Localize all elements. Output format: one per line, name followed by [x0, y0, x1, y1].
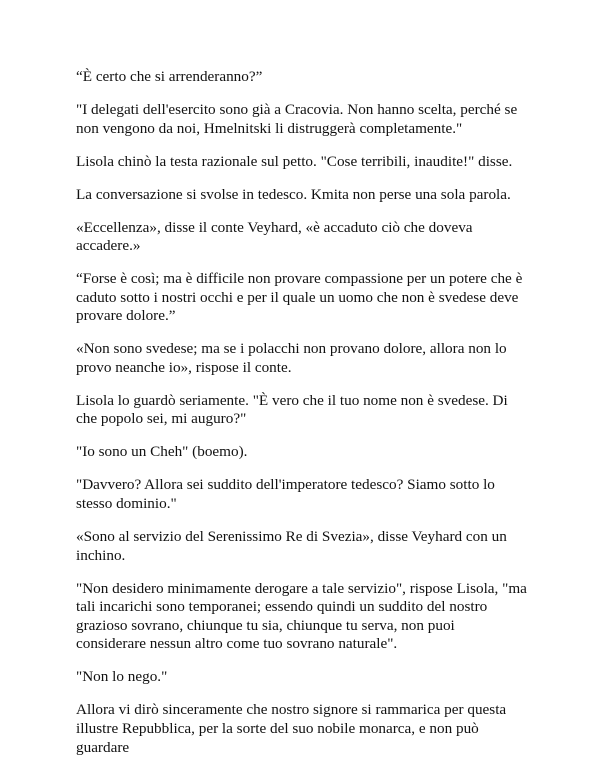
paragraph-5: «Eccellenza», disse il conte Veyhard, «è accaduto ciò che doveva accadere.»: [76, 218, 473, 255]
paragraph-11: «Sono al servizio del Serenissimo Re di Svezia», disse Veyhard con un inchino.: [76, 528, 507, 564]
paragraph-14: Allora vi dirò sinceramente che nostro signore si rammarica per questa illustre Repubblica, per la sorte del suo nobile monarca, e non può guardare: [76, 701, 507, 756]
paragraph-4: La conversazione si svolse in tedesco. Kmita non perse una sola parola.: [76, 185, 511, 203]
paragraph-8: Lisola lo guardò seriamente. "È vero che il tuo nome non è svedese. Di che popolo sei, mi auguro?": [76, 391, 508, 428]
paragraph-9: "Io sono un Cheh" (boemo).: [76, 443, 248, 461]
paragraph-12: "Non desidero minimamente derogare a tale servizio", rispose Lisola, "ma tali incarichi sono temporanei; essendo quindi un suddito del nostro grazioso sovrano, chiunque tu sia, chiunque tu serva, non puoi considerare nessun altro come tuo sovrano naturale".: [76, 579, 527, 653]
paragraph-1: “È certo che si arrenderanno?”: [76, 68, 263, 85]
paragraph-7: «Non sono svedese; ma se i polacchi non provano dolore, allora non lo provo neanche io», rispose il conte.: [76, 340, 507, 376]
paragraph-3: Lisola chinò la testa razionale sul petto. "Cose terribili, inaudite!" disse.: [76, 152, 513, 170]
paragraph-13: "Non lo nego.": [76, 668, 168, 686]
paragraph-2: "I delegati dell'esercito sono già a Cracovia. Non hanno scelta, perché se non vengono da noi, Hmelnitski li distruggerà completamente.": [76, 100, 518, 137]
paragraph-10: "Davvero? Allora sei suddito dell'imperatore tedesco? Siamo sotto lo stesso dominio.": [76, 476, 495, 513]
paragraph-6: “Forse è così; ma è difficile non provare compassione per un potere che è caduto sotto i nostri occhi e per il quale un uomo che non è svedese deve provare dolore.”: [76, 270, 523, 325]
